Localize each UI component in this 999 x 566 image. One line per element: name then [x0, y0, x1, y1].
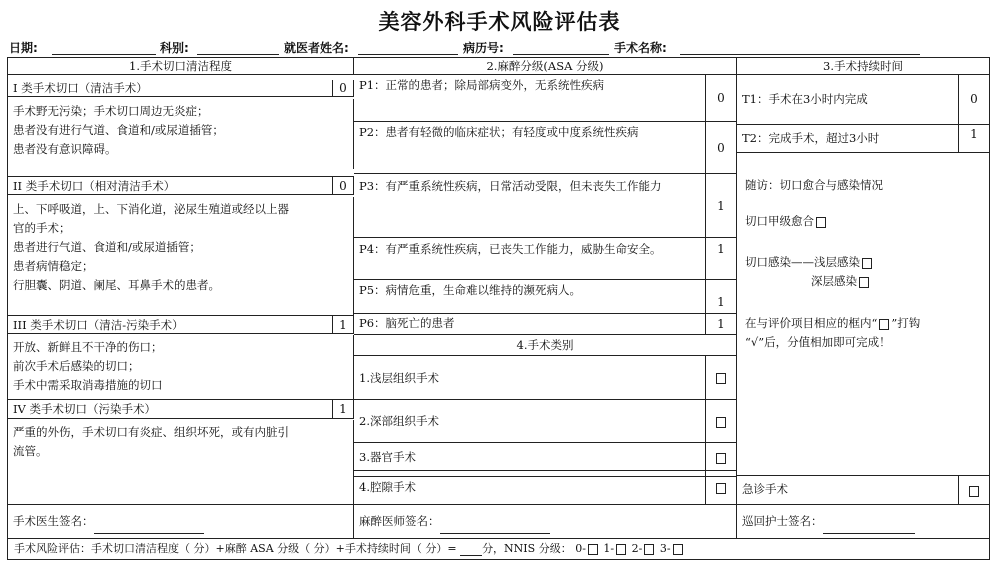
divider	[354, 476, 737, 477]
nnis-grade-1-checkbox[interactable]	[616, 544, 626, 555]
date-label: 日期:	[9, 41, 38, 55]
class4-desc	[8, 420, 354, 504]
grade-a-checkbox[interactable]	[816, 217, 826, 228]
asa-p5: P5：病情危重，生命难以维持的濒死病人。	[354, 280, 706, 314]
asa-p3-score: 1	[706, 174, 737, 238]
desc-line: 行胆囊、阴道、阑尾、耳鼻手术的患者。	[13, 278, 220, 292]
class2-score: 0	[333, 176, 354, 195]
superficial-infection-row	[745, 255, 874, 270]
department-label: 科别:	[160, 41, 189, 55]
surgery-type-1-checkbox[interactable]	[706, 356, 737, 400]
surgery-type-3-checkbox[interactable]	[706, 443, 737, 471]
nurse-signature-label: 巡回护士签名：	[742, 514, 823, 528]
emergency-surgery: 急诊手术	[737, 476, 959, 504]
surgery-type-2: 2.深部组织手术	[354, 400, 706, 443]
patient-name-label: 就医者姓名:	[284, 41, 349, 55]
record-number-field[interactable]	[513, 54, 609, 55]
patient-name-field[interactable]	[358, 54, 458, 55]
duration-t2: T2：完成手术，超过3小时	[737, 125, 959, 153]
assessment-table	[7, 57, 990, 560]
class3-desc	[8, 335, 354, 399]
surgeon-signature-label: 手术医生签名：	[13, 514, 94, 528]
superficial-infection-checkbox[interactable]	[862, 258, 872, 269]
surgery-type-4: 4.腔隙手术	[354, 471, 706, 504]
class1-title: I 类手术切口（清洁手术）	[8, 80, 333, 97]
class3-score: 1	[333, 315, 354, 334]
surgeon-signature-field[interactable]	[94, 521, 204, 534]
checkbox-icon[interactable]	[716, 417, 726, 428]
desc-line: 前次手术后感染的切口；	[13, 359, 140, 373]
followup-title: 随访：切口愈合与感染情况	[745, 178, 883, 192]
checkbox-icon[interactable]	[716, 483, 726, 494]
surgeon-signature	[8, 504, 354, 538]
desc-line: 上、下呼吸道，上、下消化道，泌尿生殖道或经以上器	[13, 202, 289, 216]
deep-infection-label: 深层感染	[811, 274, 857, 288]
desc-line: 患者病情稳定；	[13, 259, 94, 273]
surgery-type-3: 3.器官手术	[354, 443, 706, 471]
desc-line: 官的手术；	[13, 221, 71, 235]
desc-line: 开放、新鲜且不干净的伤口；	[13, 340, 163, 354]
surgery-name-label: 手术名称:	[614, 41, 667, 55]
asa-p3: P3：有严重系统性疾病，日常活动受限，但未丧失工作能力	[354, 174, 706, 238]
desc-line: 手术中需采取消毒措施的切口	[13, 378, 163, 392]
risk-summary-text: 手术风险评估：手术切口清洁程度（ 分）+麻醉 ASA 分级（ 分）+手术持续时间（ 分）=	[14, 542, 461, 555]
section4-heading: 4.手术类别	[354, 335, 737, 356]
record-number-label: 病历号:	[463, 41, 504, 55]
asa-p6: P6：脑死亡的患者	[354, 314, 706, 335]
checkbox-icon[interactable]	[716, 373, 726, 384]
nnis-grade-label: 2-	[631, 542, 643, 555]
nnis-label: 分，NNIS 分级：	[482, 542, 572, 555]
anesthetist-signature	[354, 504, 737, 538]
form-title: 美容外科手术风险评估表	[378, 10, 621, 34]
desc-line: 流管。	[13, 444, 48, 458]
nurse-signature	[737, 504, 989, 538]
asa-p4-score: 1	[706, 238, 737, 280]
deep-infection-checkbox[interactable]	[859, 277, 869, 288]
asa-p2: P2：患者有轻微的临床症状；有轻度或中度系统性疾病	[354, 122, 706, 174]
checkbox-icon[interactable]	[969, 486, 979, 497]
duration-t2-score: 1	[959, 125, 989, 153]
surgery-type-2-checkbox[interactable]	[706, 400, 737, 443]
grade-a-label: 切口甲级愈合	[745, 214, 814, 228]
instruction-box-icon	[879, 319, 889, 330]
section1-heading: 1.手术切口清洁程度	[8, 58, 354, 75]
duration-t1: T1：手术在3小时内完成	[737, 75, 959, 125]
followup-panel	[737, 153, 989, 476]
emergency-checkbox-cell[interactable]	[959, 476, 989, 504]
nnis-grade-label: 0-	[575, 542, 586, 555]
superficial-infection-label: 切口感染——浅层感染	[745, 255, 860, 269]
surgery-name-field[interactable]	[680, 54, 920, 55]
class1-desc	[8, 99, 354, 169]
asa-p1: P1：正常的患者；除局部病变外，无系统性疾病	[354, 75, 706, 122]
instruction-part: ”打钩	[891, 316, 921, 330]
asa-p6-score: 1	[706, 314, 737, 335]
date-field[interactable]	[52, 54, 156, 55]
checkbox-icon[interactable]	[716, 453, 726, 464]
desc-line: 严重的外伤，手术切口有炎症、组织坏死，或有内脏引	[13, 425, 289, 439]
desc-line: 患者进行气道、食道和/或尿道插管；	[13, 240, 201, 254]
desc-line: 患者没有意识障碍。	[13, 142, 117, 156]
class2-desc	[8, 197, 354, 315]
class4-score: 1	[333, 399, 354, 419]
deep-infection-row	[811, 274, 871, 289]
desc-line: 患者没有进行气道、食道和/或尿道插管；	[13, 123, 224, 137]
asa-p1-score: 0	[706, 75, 737, 122]
nnis-grade-label: 3-	[659, 542, 671, 555]
anesthetist-signature-label: 麻醉医师签名：	[359, 514, 440, 528]
duration-t1-score: 0	[959, 75, 989, 125]
instruction-part: “√”后，分值相加即可完成！	[745, 335, 891, 349]
asa-p2-score: 0	[706, 122, 737, 174]
instruction-part: 在与评价项目相应的框内“	[745, 316, 878, 330]
instruction-text	[745, 316, 981, 350]
grade-a-row	[745, 214, 828, 229]
class3-title: III 类手术切口（清洁-污染手术）	[8, 315, 333, 334]
nnis-grade-3-checkbox[interactable]	[673, 544, 683, 555]
nurse-signature-field[interactable]	[823, 521, 915, 534]
asa-p5-score: 1	[706, 280, 737, 314]
class1-score: 0	[333, 80, 354, 97]
desc-line: 手术野无污染；手术切口周边无炎症；	[13, 104, 209, 118]
surgery-type-1: 1.浅层组织手术	[354, 356, 706, 400]
section2-heading: 2.麻醉分级(ASA 分级)	[354, 58, 737, 75]
nnis-grade-label: 1-	[603, 542, 615, 555]
nnis-grade-0-checkbox[interactable]	[588, 544, 598, 555]
nnis-grade-2-checkbox[interactable]	[644, 544, 654, 555]
class4-title: IV 类手术切口（污染手术）	[8, 399, 333, 419]
section3-heading: 3.手术持续时间	[737, 58, 989, 75]
total-score-field[interactable]	[460, 543, 482, 556]
department-field[interactable]	[197, 54, 279, 55]
asa-p4: P4：有严重系统性疾病，已丧失工作能力，威胁生命安全。	[354, 238, 706, 280]
class2-title: II 类手术切口（相对清洁手术）	[8, 176, 333, 195]
anesthetist-signature-field[interactable]	[440, 521, 550, 534]
risk-summary	[8, 538, 989, 559]
